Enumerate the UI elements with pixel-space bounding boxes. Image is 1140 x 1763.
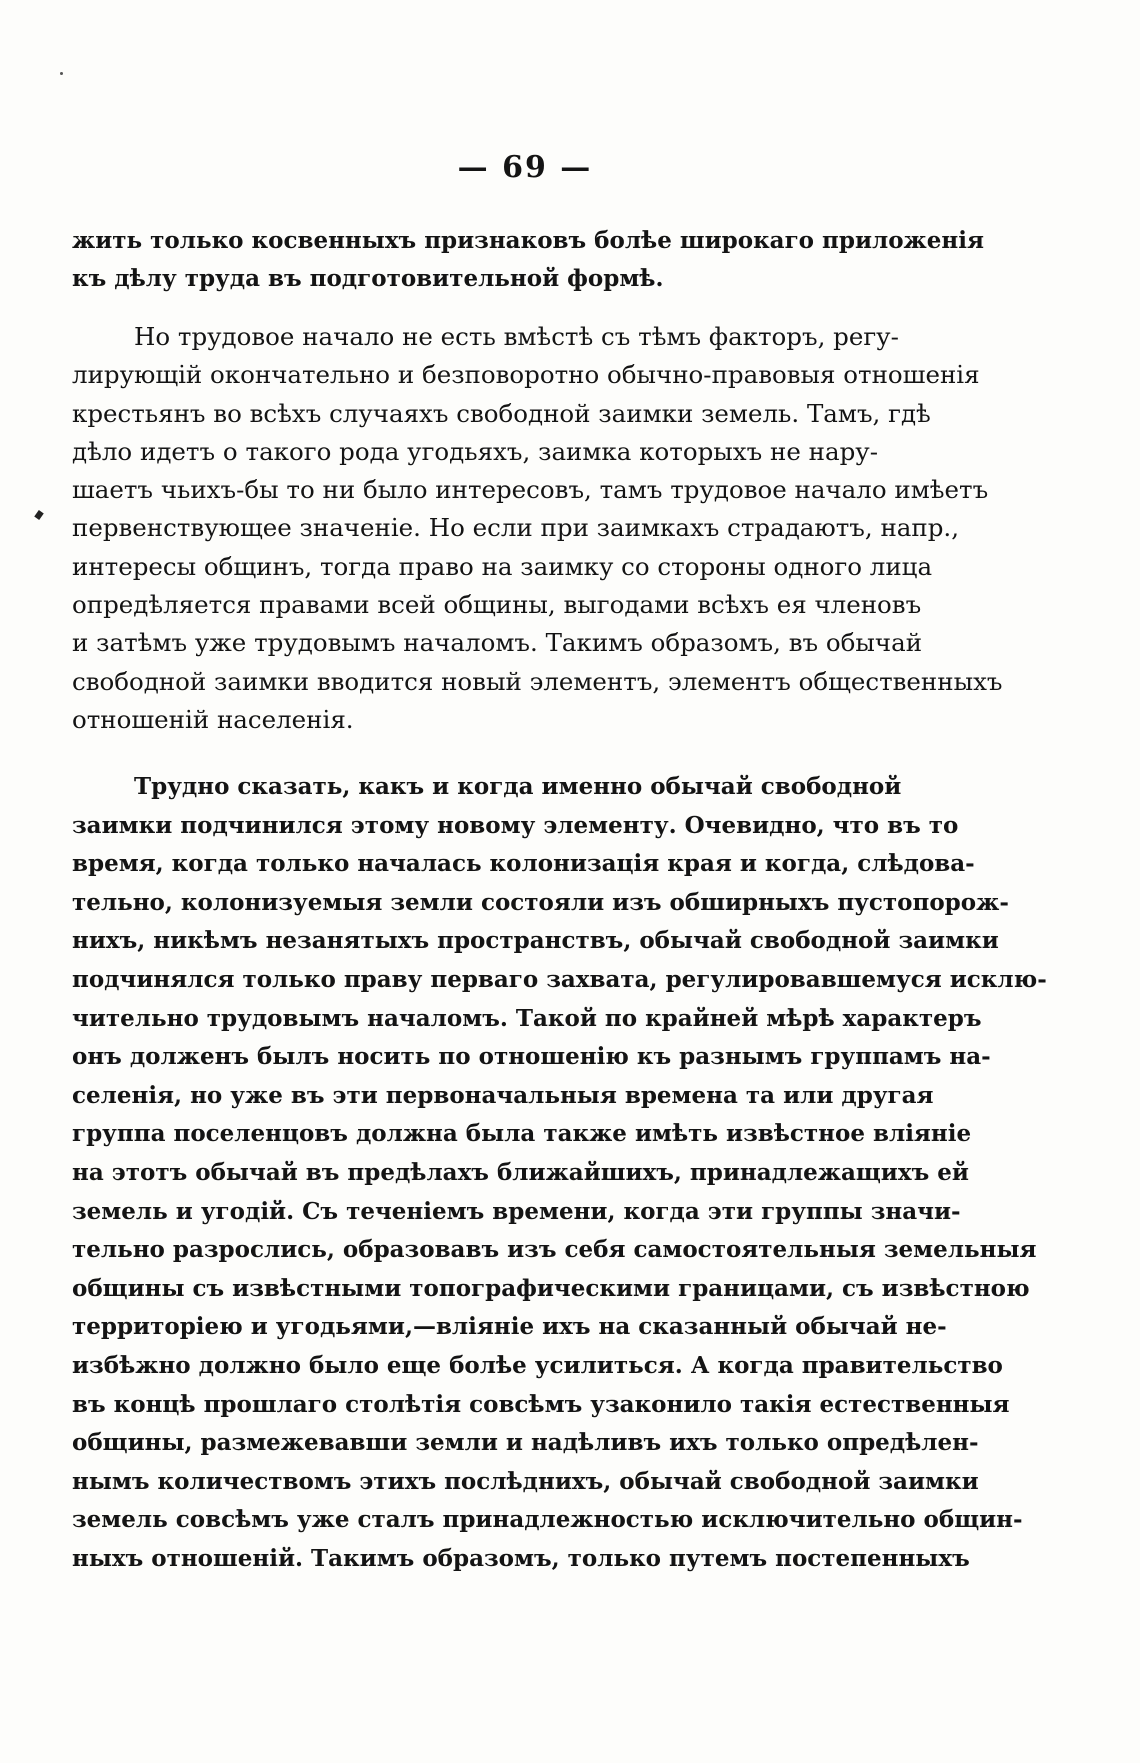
text-line: крестьянъ во всѣхъ случаяхъ свободной заимки земель. Тамъ, гдѣ [72,398,931,428]
text-line: подчинялся только праву перваго захвата, регулировавшемуся исклю- [72,965,1047,993]
text-line: общины съ извѣстными топографическими границами, съ извѣстною [72,1274,1030,1302]
text-line: къ дѣлу труда въ подготовительной формѣ. [72,265,664,293]
text-line: жить только косвенныхъ признаковъ болѣе широкаго приложенія [72,227,984,254]
text-line: общины, размежевавши земли и надѣливъ ихъ только опредѣлен- [72,1429,979,1457]
print-speck [60,72,63,75]
text-line: на этотъ обычай въ предѣлахъ ближайшихъ, принадлежащихъ ей [72,1158,969,1186]
text-line: свободной заимки вводится новый элементъ, элементъ общественныхъ [72,666,1003,696]
text-line: селенія, но уже въ эти первоначальныя времена та или другая [72,1081,934,1109]
text-line: опредѣляется правами всей общины, выгодами всѣхъ ея членовъ [72,590,922,620]
text-line: территоріею и угодьями,—вліяніе ихъ на сказанный обычай не- [72,1313,947,1341]
paragraph-2 [72,768,1047,1578]
text-line: группа поселенцовъ должна была также имѣть извѣстное вліяніе [72,1120,972,1148]
text-line: въ концѣ прошлаго столѣтія совсѣмъ узаконило такія естественныя [72,1390,1010,1418]
text-line: тельно разрослись, образовавъ изъ себя самостоятельныя земельныя [72,1236,1037,1264]
text-line: дѣло идетъ о такого рода угодьяхъ, заимка которыхъ не нару- [72,436,878,466]
text-line: Трудно сказать, какъ и когда именно обычай свободной [134,773,902,800]
text-line: ныхъ отношеній. Такимъ образомъ, только путемъ постепенныхъ [72,1544,970,1572]
text-line: земель совсѣмъ уже сталъ принадлежностью исключительно общин- [72,1506,1023,1534]
text-line: нихъ, никѣмъ незанятыхъ пространствъ, обычай свободной заимки [72,927,999,955]
text-line: отношеній населенія. [72,704,354,734]
text-line: избѣжно должно было еще болѣе усилиться. А когда правительство [72,1351,1003,1379]
text-line: первенствующее значеніе. Но если при заимкахъ страдаютъ, напр., [72,513,959,543]
text-line: заимки подчинился этому новому элементу. Очевидно, что въ то [72,811,959,839]
text-line: шаетъ чьихъ-бы то ни было интересовъ, тамъ трудовое начало имѣетъ [72,475,989,505]
page-number: — 69 — [457,150,593,185]
text-line: Но трудовое начало не есть вмѣстѣ съ тѣмъ факторъ, регу- [134,322,899,351]
text-line: земель и угодій. Съ теченіемъ времени, когда эти группы значи- [72,1197,961,1225]
text-line: нымъ количествомъ этихъ послѣднихъ, обычай свободной заимки [72,1467,979,1495]
text-line: лирующій окончательно и безповоротно обычно-правовыя отношенія [72,360,980,390]
text-line: тельно, колонизуемыя земли состояли изъ обширныхъ пустопорож- [72,888,1009,916]
text-line: и затѣмъ уже трудовымъ началомъ. Такимъ образомъ, въ обычай [72,628,923,658]
text-line: онъ долженъ былъ носить по отношенію къ разнымъ группамъ на- [72,1043,991,1071]
text-line: время, когда только началась колонизація края и когда, слѣдова- [72,850,975,878]
text-line: интересы общинъ, тогда право на заимку со стороны одного лица [72,551,933,581]
text-line: чительно трудовымъ началомъ. Такой по крайней мѣрѣ характеръ [72,1004,982,1032]
print-speck [34,510,44,520]
paragraph-1 [72,318,1003,739]
continuation-text [72,222,984,299]
